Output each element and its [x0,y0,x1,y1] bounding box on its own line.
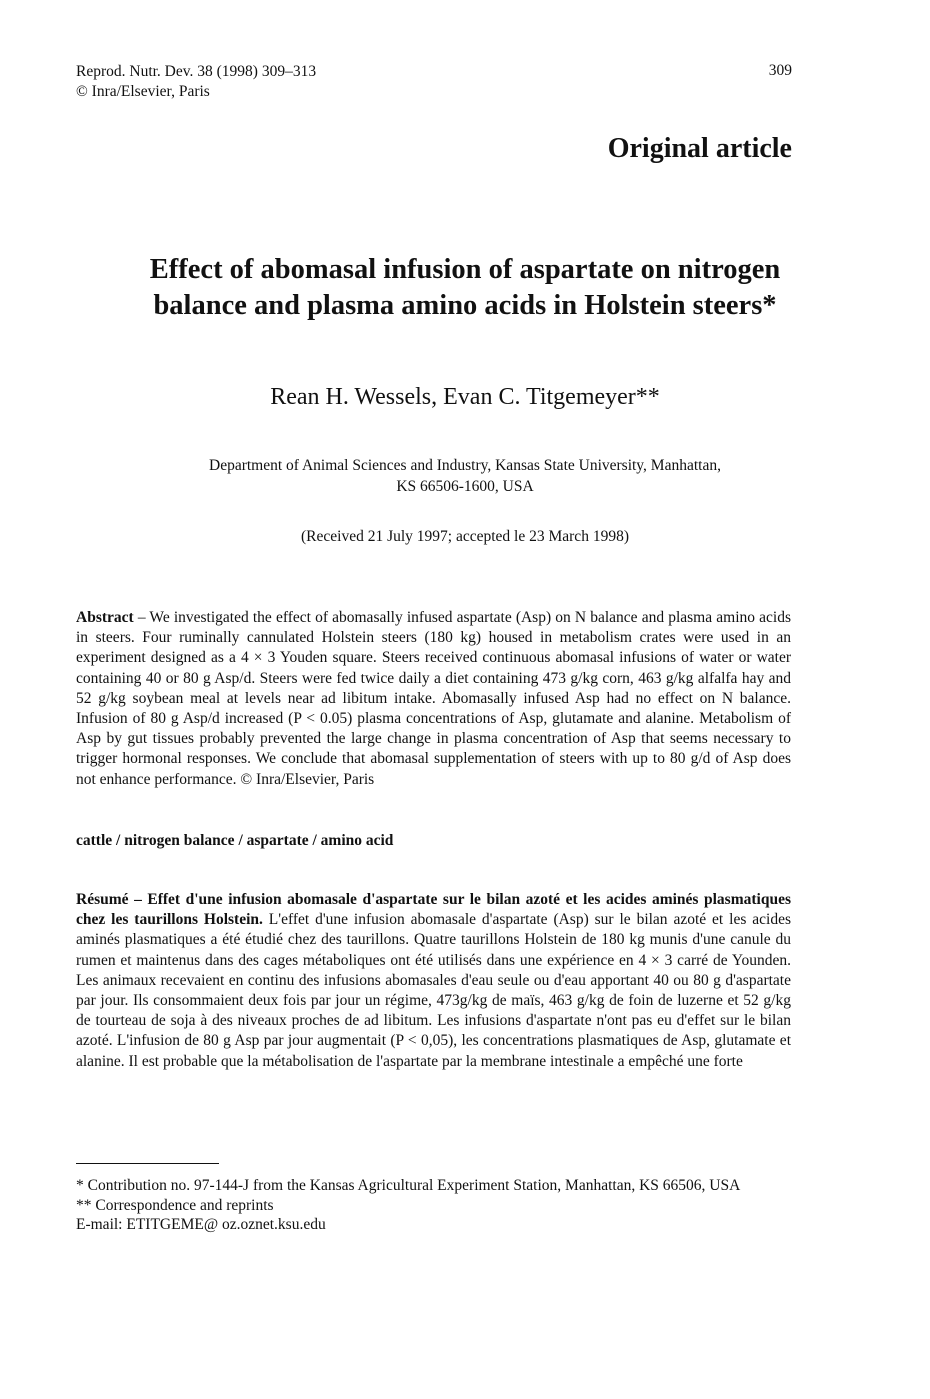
paper-title [60,252,870,324]
resume-text: L'effet d'une infusion abomasale d'aspartate (Asp) sur le bilan azoté et les acides aminés plasmatiques a été étudié chez des taurillons. Quatre taurillons Holstein de 180 kg munis d'une canule du rumen et maintenus dans des cages métaboliques ont été utilisés dans une expérience en 4 × 3 carré de Younden. Les animaux recevaient en continu des infusions abomasales d'eau seule ou d'eau apportant 40 ou 80 g d'aspartate par jour. Ils consommaient deux fois par jour un régime, 473g/kg de maïs, 463 g/kg de foin de luzerne et 52 g/kg de tourteau de soja à des niveaux proches de ad libitum. Les infusions d'aspartate n'ont pas eu d'effet sur le bilan azoté. L'infusion de 80 g Asp par jour augmentait (P < 0,05), les concentrations plasmatiques de Asp, glutamate et alanine. Il est probable que la métabolisation de l'aspartate par la membrane intestinale a empêché une forte [76,911,791,1070]
resume [76,890,791,1072]
page-number: 309 [768,62,792,79]
article-type: Original article [607,133,792,164]
footnote-rule [76,1163,219,1164]
affiliation-line-2: KS 66506-1600, USA [396,478,534,495]
abstract [76,608,791,790]
publisher-line: © Inra/Elsevier, Paris [76,83,210,100]
keywords: cattle / nitrogen balance / aspartate / amino acid [76,832,394,849]
authors: Rean H. Wessels, Evan C. Titgemeyer** [270,384,660,410]
title-line-2: balance and plasma amino acids in Holstein steers* [153,290,777,321]
footnote-email: E-mail: ETITGEME@ oz.oznet.ksu.edu [76,1216,326,1233]
journal-citation: Reprod. Nutr. Dev. 38 (1998) 309–313 [76,63,317,80]
affiliation [100,455,830,497]
abstract-label: Abstract [76,609,134,626]
resume-label: Résumé – Effet d'une infusion abomasale d'aspartate sur le bilan azoté et les acides aminés plasmatiques chez les taurillons Holstein. [76,891,791,929]
title-line-1: Effect of abomasal infusion of aspartate on nitrogen [149,254,781,285]
abstract-text: – We investigated the effect of abomasally infused aspartate (Asp) on N balance and plasma amino acids in steers. Four ruminally cannulated Holstein steers (180 kg) housed in metabolism crates were used in an experiment designed as a 4 × 3 Youden square. Steers received continuous abomasal infusions of water or water containing 40 or 80 g Asp/d. Steers were fed twice daily a diet containing 473 g/kg corn, 463 g/kg alfalfa hay and 52 g/kg soybean meal at levels near ad libitum intake. Abomasally infused Asp had no effect on N balance. Infusion of 80 g Asp/d increased (P < 0.05) plasma concentrations of Asp, glutamate and alanine. Metabolism of Asp by gut tissues probably prevented the large change in plasma concentration of Asp that seems necessary to trigger hormonal responses. We conclude that abomasal supplementation of steers with up to 80 g/d of Asp does not enhance performance. © Inra/Elsevier, Paris [76,609,791,788]
running-header [76,62,316,102]
footnote-correspondence: ** Correspondence and reprints [76,1196,274,1214]
affiliation-line-1: Department of Animal Sciences and Industry, Kansas State University, Manhattan, [209,457,721,474]
footnote-contribution: * Contribution no. 97-144-J from the Kansas Agricultural Experiment Station, Manhattan, KS 66506, USA [76,1177,741,1194]
footnotes [76,1176,791,1235]
received-dates: (Received 21 July 1997; accepted le 23 March 1998) [301,528,629,545]
